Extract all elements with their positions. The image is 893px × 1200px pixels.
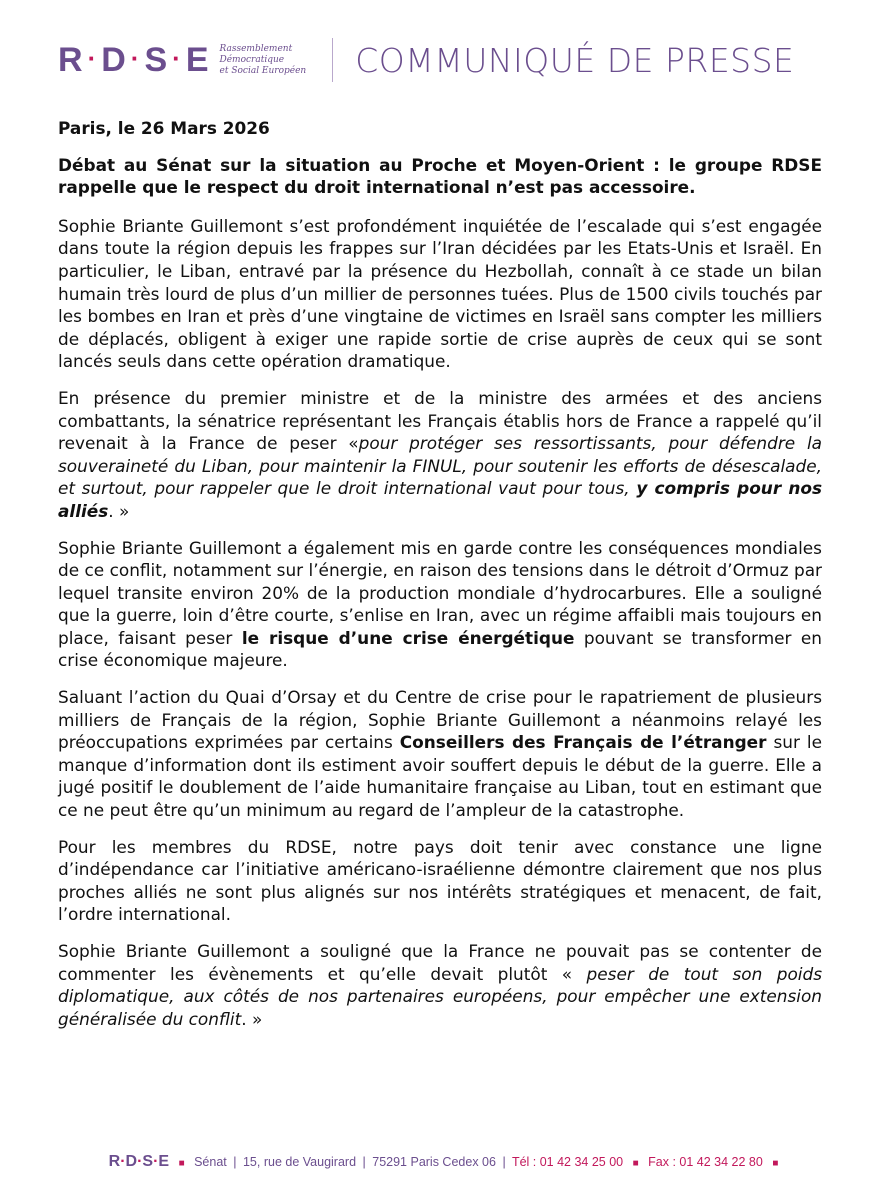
footer-bullet-icon: ■ [178,1158,185,1169]
paragraph-run: Sophie Briante Guillemont a souligné que la France ne pouvait pas se contenter de commenter les évènements et qu’elle devait plutôt « [58,941,822,984]
dateline: Paris, le 26 Mars 2026 [58,118,270,138]
footer-place: Sénat [194,1155,227,1169]
paragraph-run: le risque d’une crise énergétique [241,627,575,648]
paragraph-run: Sophie Briante Guillemont a également mis en garde contre les conséquences mondiales de ce conflit, notamment sur l’énergie, en raison des tensions dans le détroit d’Ormuz par lequel transite environ 20% de la production mondiale d’hydrocarbures. Elle a souligné que la guerre, loin d’être courte, s’enlise en Iran, avec un régime affaibli mais toujours en place, faisant peser [58,537,822,648]
footer: R·D·S·E ■ Sénat | 15, rue de Vaugirard | 75291 Paris Cedex 06 | Tél : 01 42 34 25 00 ■ Fax : 01 42 34 22 80 ■ [108,1153,779,1170]
footer-fax: Fax : 01 42 34 22 80 [648,1155,763,1169]
paragraph-run: Saluant l’action du Quai d’Orsay et du Centre de crise pour le rapatriement de plusieurs milliers de Français de la région, Sophie Briante Guillemont a néanmoins relayé les préoccupations exprimées par certains [58,687,822,753]
paragraph-run: pouvant se transformer en crise économique majeure. [58,627,823,671]
footer-phone: Tél : 01 42 34 25 00 [511,1155,624,1169]
footer-city: 75291 Paris Cedex 06 [372,1155,496,1169]
header-divider [332,38,333,82]
body-paragraphs [58,215,822,1031]
rdse-logo [58,41,306,80]
footer-bullet-icon: ■ [772,1158,779,1169]
footer-bullet-icon: ■ [632,1158,639,1169]
press-release-body [58,117,822,1044]
rdse-logo-subtitle: Rassemblement Démocratique et Social Européen [219,43,307,76]
body-paragraph [58,215,822,373]
paragraph-run: peser de tout son poids diplomatique, aux côtés de nos partenaires européens, pour empêcher une extension généralisée du conflit [58,963,822,1029]
paragraph-run: sur le manque d’information dont ils estiment avoir souffert depuis le début de la guerre. Elle a jugé positif le doublement de l’aide humanitaire française au Liban, tout en estimant que ce ne peut être qu’un minimum au regard de l’ampleur de la catastrophe. [58,732,822,821]
rdse-logo-letters: R · D · S · E [58,40,210,79]
body-paragraph [58,387,822,523]
paragraph-run: Conseillers des Français de l’étranger [399,732,767,753]
footer-logo: R·D·S·E [108,1153,170,1170]
paragraph-run: . » [108,500,130,521]
paragraph-run: pour protéger ses ressortissants, pour défendre la souveraineté du Liban, pour maintenir la FINUL, pour soutenir les efforts de désescalade, et surtout, pour rappeler que le droit international vaut pour tous, [58,433,822,499]
paragraph-run: Pour les membres du RDSE, notre pays doit tenir avec constance une ligne d’indépendance car l’initiative américano-israélienne démontre clairement que nos plus proches alliés ne sont plus alignés sur nos intérêts stratégiques et menacent, de fait, l’ordre international. [58,836,822,925]
footer-address: 15, rue de Vaugirard [242,1155,357,1169]
body-paragraph [58,686,822,822]
headline: Débat au Sénat sur la situation au Proche et Moyen-Orient : le groupe RDSE rappelle que le respect du droit international n’est pas accessoire. [58,154,822,198]
body-paragraph [58,940,822,1030]
body-paragraph [58,537,822,673]
paragraph-run: . » [241,1008,263,1029]
paragraph-run: Sophie Briante Guillemont s’est profondément inquiétée de l’escalade qui s’est engagée dans toute la région depuis les frappes sur l’Iran décidées par les Etats-Unis et Israël. En particulier, le Liban, entravé par la présence du Hezbollah, connaît à ce stade un bilan humain très lourd de plus d’un millier de personnes tuées. Plus de 1500 civils touchés par les bombes en Iran et près d’une vingtaine de victimes en Israël sans compter les milliers de déplacés, obligent à exiger une rapide sortie de crise auprès de ceux qui se sont lancés seuls dans cette opération dramatique. [58,215,822,372]
body-paragraph [58,836,822,926]
paragraph-run: y compris pour nos alliés [58,478,822,521]
page-title: COMMUNIQUÉ DE PRESSE [355,40,795,80]
paragraph-run: En présence du premier ministre et de la ministre des armées et des anciens combattants, la sénatrice représentant les Français établis hors de France a rappelé qu’il revenait à la France de peser « [58,387,822,454]
letterhead [58,36,828,84]
